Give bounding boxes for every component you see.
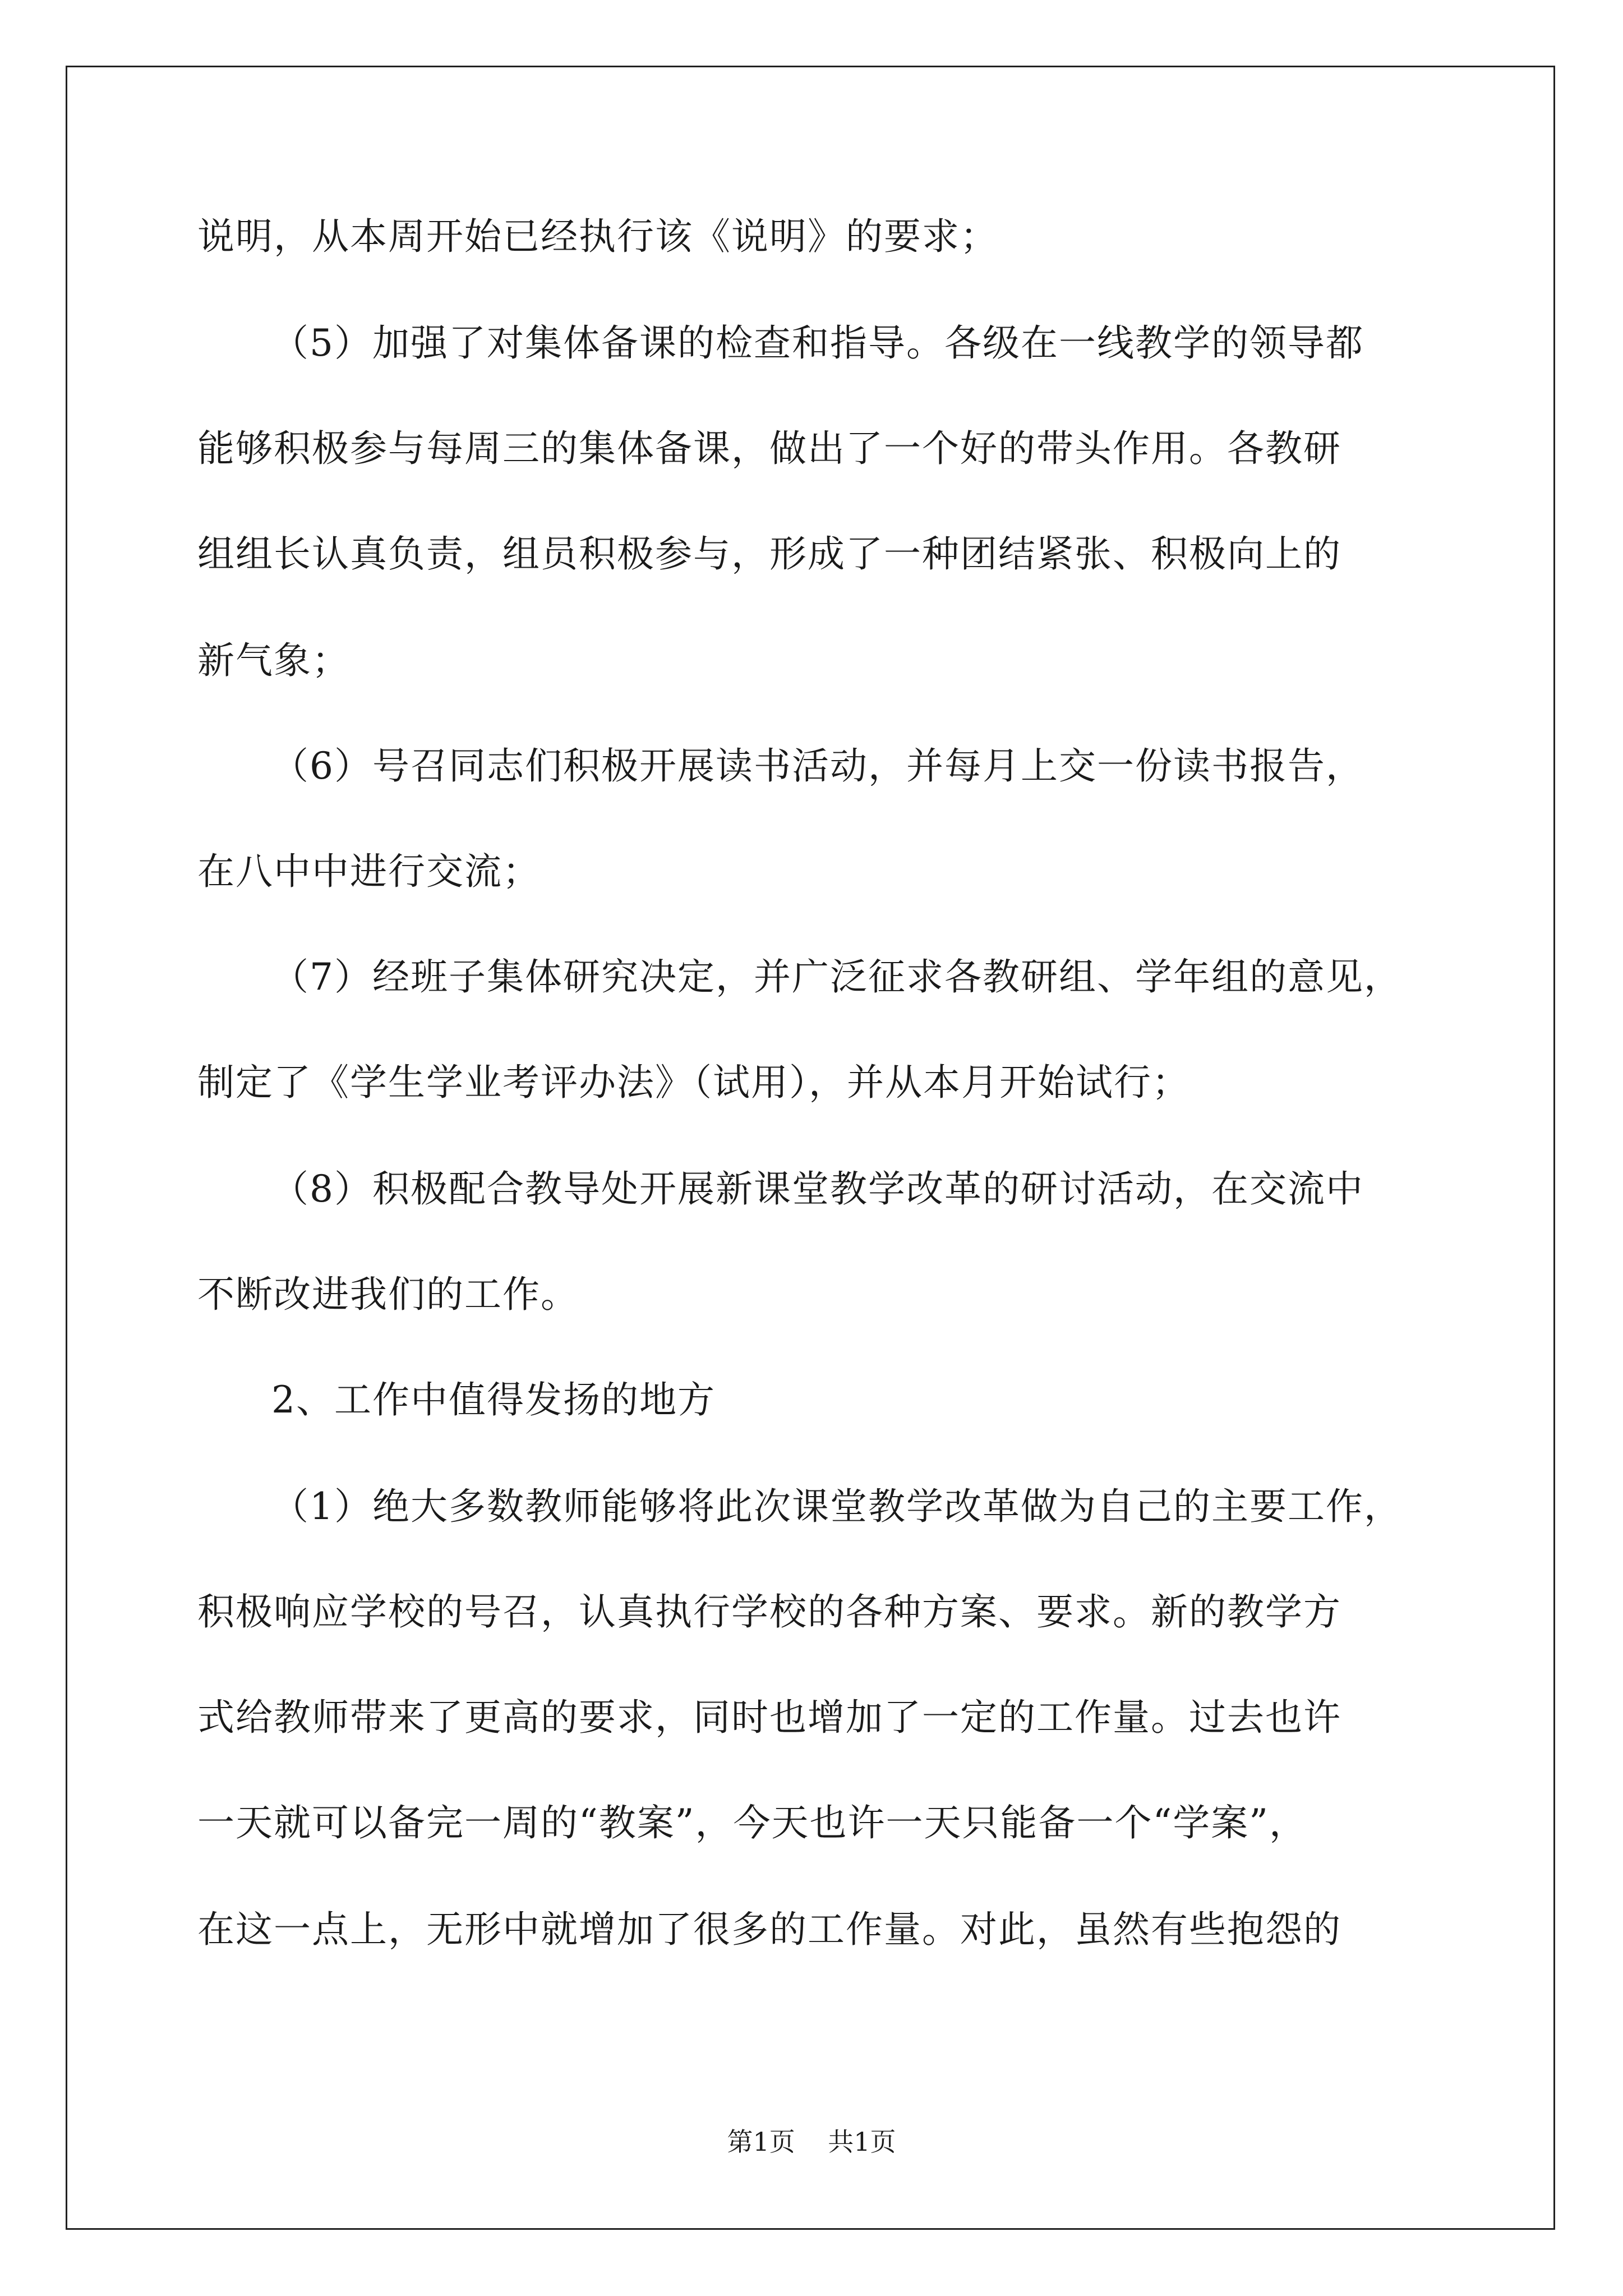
text-line: 不断改进我们的工作。 (197, 1273, 579, 1316)
text-line: 在这一点上，无形中就增加了很多的工作量。对此，虽然有些抱怨的 (197, 1908, 1341, 1951)
text-line: 积极响应学校的号召，认真执行学校的各种方案、要求。新的教学方 (197, 1590, 1341, 1634)
text-line: （1）绝大多数教师能够将此次课堂教学改革做为自己的主要工作， (271, 1485, 1402, 1528)
page-border (66, 66, 1555, 2230)
text-line: 式给教师带来了更高的要求，同时也增加了一定的工作量。过去也许 (197, 1696, 1341, 1739)
text-line: 制定了《学生学业考评办法》（试用），并从本月开始试行； (197, 1061, 1190, 1104)
text-line: 一天就可以备完一周的“教案”，今天也许一天只能备一个“学案”， (197, 1801, 1307, 1844)
text-line: （7）经班子集体研究决定，并广泛征求各教研组、学年组的意见， (271, 955, 1402, 999)
page-footer: 第1页 共1页 (727, 2127, 896, 2157)
text-line: 说明，从本周开始已经执行该《说明》的要求； (197, 215, 998, 258)
text-line: （8）积极配合教导处开展新课堂教学改革的研讨活动，在交流中 (271, 1167, 1364, 1211)
text-line: （5）加强了对集体备课的检查和指导。各级在一线教学的领导都 (271, 321, 1364, 365)
text-line: 新气象； (197, 639, 350, 682)
text-line: （6）号召同志们积极开展读书活动，并每月上交一份读书报告， (271, 744, 1364, 788)
section-heading: 2、工作中值得发扬的地方 (271, 1378, 716, 1421)
text-line: 组组长认真负责，组员积极参与，形成了一种团结紧张、积极向上的 (197, 532, 1341, 576)
text-line: 能够积极参与每周三的集体备课，做出了一个好的带头作用。各教研 (197, 427, 1341, 470)
text-line: 在八中中进行交流； (197, 850, 541, 893)
